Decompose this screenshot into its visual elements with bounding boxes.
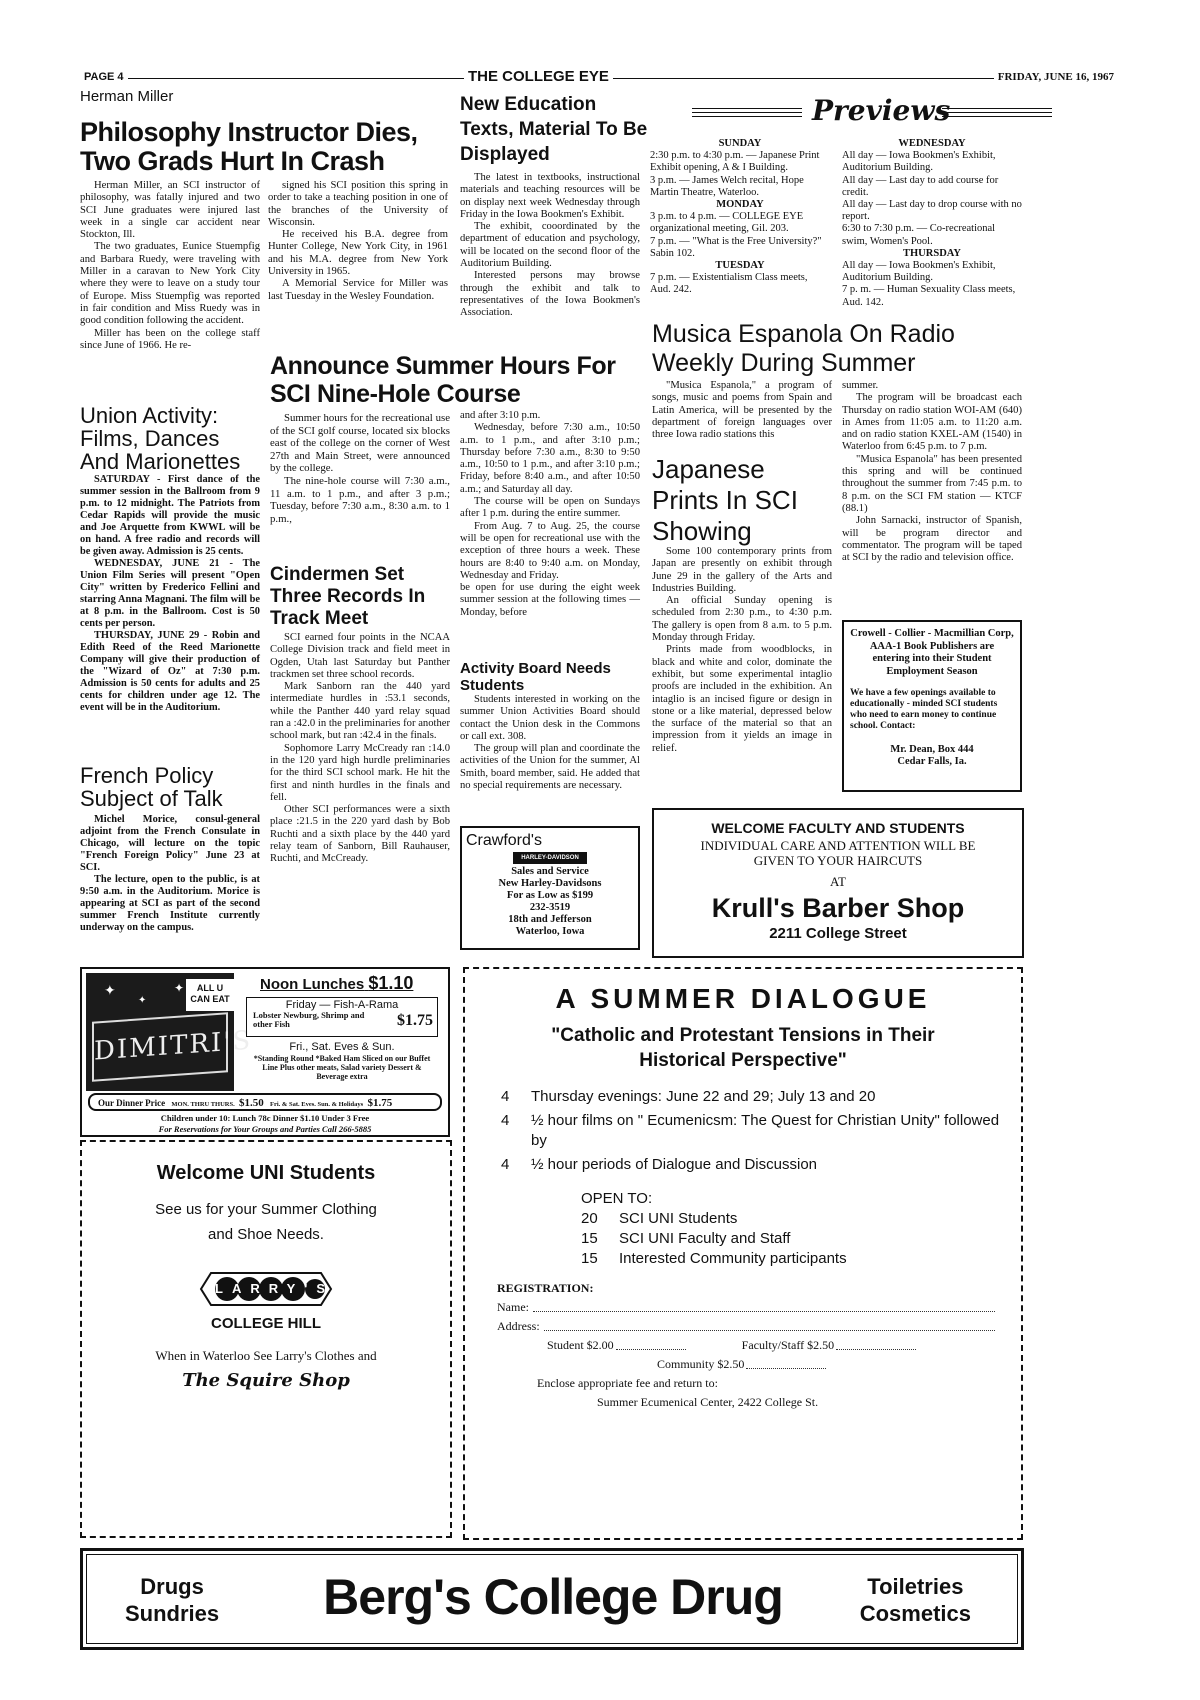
texts-headline: New Education Texts, Material To Be Displayed [460,94,648,165]
french-headline: French Policy Subject of Talk [80,763,223,811]
crowell-ad [842,620,1022,792]
musica-col1: "Musica Espanola," a program of songs, music and poems from Spain and Latin America, will be presented by the department of foreign languages over three Iowa radio stations this [652,380,832,441]
larrys-logo: LARRY'S [191,1269,341,1309]
crawford-name: Crawford's [466,832,542,849]
cinder-headline: Cindermen Set Three Records In Track Meet [270,564,426,629]
community-fee-field[interactable] [746,1355,826,1369]
krull-ad: WELCOME FACULTY AND STUDENTS INDIVIDUAL CARE AND ATTENTION WILL BE GIVEN TO YOUR HAIRCUTS AT Krull's Barber Shop 2211 College Street [652,808,1024,958]
issue-date: FRIDAY, JUNE 16, 1967 [994,71,1114,83]
faculty-fee-field[interactable] [836,1336,916,1350]
bergs-name: Berg's College Drug [323,1569,783,1625]
japanese-headline: Japanese Prints In SCI Showing [652,454,798,546]
union-headline: Union Activity: Films, Dances And Marionettes [80,403,241,474]
crawford-ad: Crawford's HARLEY-DAVIDSON Sales and Service New Harley-Davidsons For as Low as $199 232-3519 18th and Jefferson Waterloo, Iowa [460,826,640,950]
miller-col1: Herman Miller, an SCI instructor of philosophy, was fatally injured and two SCI June graduates were injured last week in a single car accident near Stockton, Ill. The two graduates, Eunice Stuempfig and Barbara Ruedy, were traveling with Miller in a caravan to New York City where they were to leave on a study tour of Europe. Miss Stuempfig was reported in fair condition and Miss Ruedy was in good condition following the accident. Miller has been on the college staff since June of 1966. He re- [80,180,260,351]
previews-title: Previews [812,94,951,127]
previews-banner [672,94,1072,128]
golf-col1: Summer hours for the recreational use of the SCI golf course, located six blocks east of the college on the corner of West 27th and Main Street, were announced by the college. The nine-hole course will 7:30 a.m., 11 a.m. to 1 p.m., and after 3 p.m.; Tuesday, before 7:30 a.m., 8:30 a.m. to 1 p.m., [270,412,450,525]
crowell-headline: Crowell - Collier - Macmillian Corp, AAA-1 Book Publishers are entering into their Student Employment Season [850,628,1014,677]
japanese-body: Some 100 contemporary prints from Japan are presently on exhibit through June 29 in the gallery of the Arts and Industries Building. An official Sunday opening is scheduled from 2:30 p.m., to 4:30 p.m. The gallery is open from 8 a.m. to 5 p.m. Monday through Friday. Prints made from woodblocks, in black and white and color, dominate the exhibit, but some experimental intaglio proofs are included in the exhibition. An intaglio is an incised figure or design in stone or a like material, depressed below the surface of the material so that an impression from it yields an image in relief. [652,546,832,754]
harley-logo: HARLEY-DAVIDSON [513,852,587,864]
previews-left: SUNDAY 2:30 p.m. to 4:30 p.m. — Japanese Print Exhibit opening, A & I Building. 3 p.m. — James Welch recital, Hope Martin Theatre, Waterloo. MONDAY 3 p.m. to 4 p.m. — COLLEGE EYE organizational meeting, Gil. 203. 7 p.m. — "What is the Free University?" Sabin 102. TUESDAY 7 p.m. — Existentialism Class meets, Aud. 242. [650,138,822,296]
paper-name: THE COLLEGE EYE [464,68,613,85]
name-field[interactable] [533,1298,995,1312]
golf-headline: Announce Summer Hours For SCI Nine-Hole Course [270,352,616,408]
star-icon: ✦ [174,981,185,995]
krull-name: Krull's Barber Shop [711,893,965,923]
dimitris-sign: DIMITRI'S [92,1012,228,1082]
crowell-contact1: Mr. Dean, Box 444 [890,744,974,755]
french-body: Michel Morice, consul-general adjoint from the French Consulate in Chicago, will lecture on the topic "French Foreign Policy" June 23 at SCI. The lecture, open to the public, is at 9:50 a.m. in the Auditorium. Morice is appearing at SCI as part of the second summer French Institute currently underway on the campus. [80,814,260,933]
cinder-body: SCI earned four points in the NCAA College Division track and field meet in Ogden, Utah last Saturday but Panther trackmen set three school records. Mark Sanborn ran the 440 yard intermediate hurdles in :53.1 seconds, while the Panther 440 yard relay squad ran a :42.0 in the preliminaries for another school mark, but ran :42.4 in the finals. Sophomore Larry McCready ran :14.0 in the 120 yard high hurdle preliminaries for the third SCI school mark. He hit the first and ninth hurdles in the finals and fell. Other SCI performances were a sixth place :21.5 in the 220 yard dash by Bob Ruchti and a sixth place by the 440 yard relay team of Sanborn, Bill Rauhauser, Ruchti, and McCready. [270,632,450,865]
dialogue-subtitle: "Catholic and Protestant Tensions in Their Historical Perspective" [551,1025,935,1071]
previews-right: WEDNESDAY All day — Iowa Bookmen's Exhibit, Auditorium Building. All day — Last day to add course for credit. All day — Last day to drop course with no report. 6:30 to 7:30 p.m. — Co-recreational swim, Women's Pool. THURSDAY All day — Iowa Bookmen's Exhibit, Auditorium Building. 7 p. m. — Human Sexuality Class meets, Aud. 142. [842,138,1022,308]
crowell-body: We have a few openings available to educationally - minded SCI students who need to earn money to continue school. Contact: [850,688,998,731]
dimitris-ad: ✦ ✦ ✦ ALL U CAN EAT DIMITRI'S Noon Lunches $1.10 Friday — Fish-A-Rama Lobster Newburg, Shrimp and other Fish $1.75 Fri., Sat. Eves & Sun. *Standing Round *Baked Ham Sliced on our Buffet Line Plus other meats, Salad variety Dessert & Beverage extra Our Dinner Price MON. THRU THURS. $1.50 Fri. & Sat. Eves. Sun. & Holidays $1.75 Children under 10: Lunch 78c Dinner $1.10 Under 3 Free For Reservations for Your Groups and Parties Call 266-5885 [80,967,450,1137]
activity-headline: Activity Board Needs Students [460,660,611,694]
texts-body: The latest in textbooks, instructional materials and teaching resources will be on display next week Wednesday through Friday in the Iowa Bookmen's Exhibit. The exhibit, cooordinated by the department of education and psychology, will be located on the second floor of the Auditorium Building. Interested persons may browse through the exhibit and talk to representatives of the Iowa Bookmen's Association. [460,172,640,319]
student-fee-field[interactable] [616,1336,686,1350]
star-icon: ✦ [138,995,147,1006]
musica-headline: Musica Espanola On Radio Weekly During Summer [652,320,955,377]
dialogue-ad: A SUMMER DIALOGUE "Catholic and Protestant Tensions in Their Historical Perspective" 4 Thursday evenings: June 22 and 29; July 13 and 20 4 ½ hour films on " Ecumenicsm: The Quest for Christian Unity" followed by 4 ½ hour periods of Dialogue and Discussion OPEN TO: 20 SCI UNI Students 15 SCI UNI Faculty and Staff 15 Interested Community participants REGISTRATION: Name: Address: Student $2.00 Faculty/Staff $2.50 Community $2.50 Enclose appropriate fee and return to: Summer Ecumenical Center, 2422 College St. [463,967,1023,1540]
musica-col2: summer. The program will be broadcast each Thursday on radio station WOI-AM (640) in Ames from 11:05 a.m. to 11:20 a.m. and on radio station KXEL-AM (1540) in Waterloo from 6:45 p.m. to 7 p.m. "Musica Espanola" has been presented this spring and will be continued throughout the summer from 7:45 p.m. to 8 p.m. on the SCI FM station — KTCF (88.1) John Sarnacki, instructor of Spanish, will be program director and commentator. The program will be taped at SCI by the radio and television office. [842,380,1022,564]
crowell-contact2: Cedar Falls, Ia. [897,756,967,767]
dimitris-photo: ✦ ✦ ✦ ALL U CAN EAT DIMITRI'S [86,973,234,1091]
union-body: SATURDAY - First dance of the summer session in the Ballroom from 9 p.m. to 12 midnight. The Patriots from Cedar Rapids will provide the music and Joe Arquette from KWWL will be on hand. A free radio and records will be given away. Admission is 25 cents. WEDNESDAY, JUNE 21 - The Union Film Series will present "Open City" written by Frederico Fellini and starring Anna Magnani. The film will be at 8 p.m. in the Ballroom. Cost is 50 cents per person. THURSDAY, JUNE 29 - Robin and Edith Reed of the Reed Marionette Company will give their production of the "Wizard of Oz" at 7:30 p.m. Admission is 50 cents for adults and 25 cents for children under age 12. The event will be in the Auditorium. [80,474,261,713]
miller-byline: Herman Miller [80,88,174,105]
noon-lunch: Noon Lunches [260,976,365,993]
star-icon: ✦ [104,984,116,999]
larrys-ad: Welcome UNI Students See us for your Summer Clothing and Shoe Needs. LARRY'S COLLEGE HILL When in Waterloo See Larry's Clothes and The Squire Shop [80,1140,452,1538]
dialogue-title: A SUMMER DIALOGUE [555,983,931,1014]
miller-headline: Philosophy Instructor Dies, Two Grads Hurt In Crash [80,117,418,176]
miller-col2: signed his SCI position this spring in order to take a teaching position in one of the branches of the University of Wisconsin. He received his B.A. degree from Hunter College, New York City, in 1961 and his M.A. degree from New York University in 1965. A Memorial Service for Miller was last Tuesday in the Wesley Foundation. [268,180,448,302]
page-number: PAGE 4 [84,71,128,83]
bergs-ad: Drugs Sundries Berg's College Drug Toiletries Cosmetics [80,1548,1024,1650]
activity-body: Students interested in working on the summer Union Activities Board should contact the Union desk in the Commons or call ext. 308. The group will plan and coordinate the activities of the Union for the summer, Al Smith, board member, said. He added that no special requirements are necessary. [460,694,640,792]
address-field[interactable] [544,1317,995,1331]
golf-col2: and after 3:10 p.m. Wednesday, before 7:30 a.m., 10:50 a.m. to 1 p.m., and after 3:10 p.m.; Thursday before 7:30 a.m., 8:30 to 9:50 a.m., 10:50 to 1 p.m., and after 3:10 p.m.; Friday, before 8:40 a.m., and after 10:50 a.m.; and Saturday all day. The course will be open on Sundays after 1 p.m. during the entire summer. From Aug. 7 to Aug. 25, the course will be open for recreational use with the exception of three hours a week. These hours are 8:40 to 9:40 a.m. on Monday, Wednesday and Friday. be open for use during the eight week summer session at the following times — Monday, before [460,410,640,618]
masthead [84,70,1114,84]
